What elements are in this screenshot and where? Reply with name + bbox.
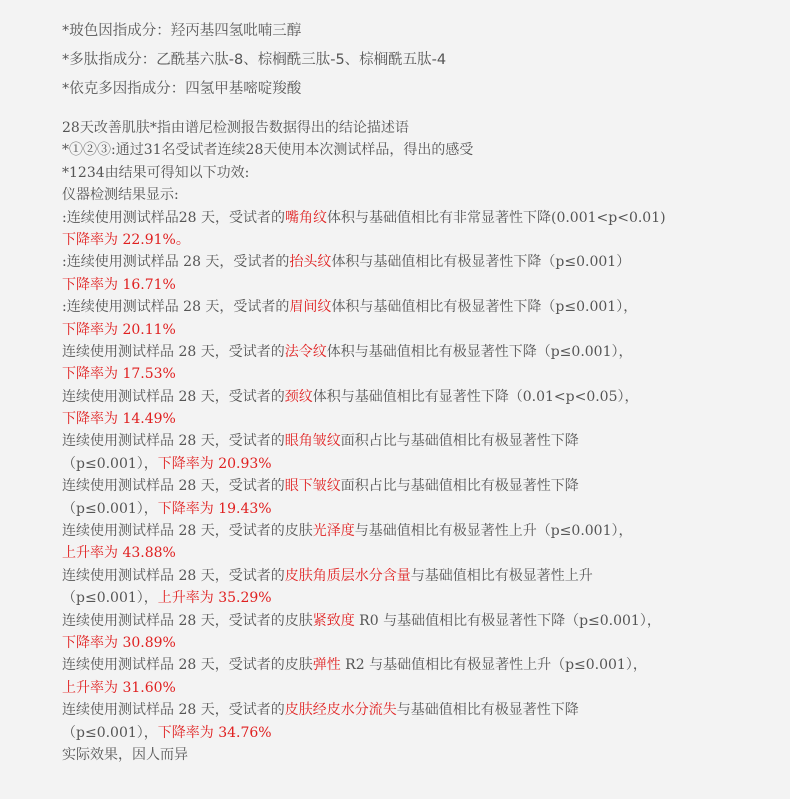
p-value-text: （p≤0.001）， xyxy=(62,500,158,517)
highlight-term: 抬头纹 xyxy=(289,254,332,271)
result-rate-line xyxy=(62,722,782,744)
intro-line: 28天改善肌肤*指由谱尼检测报告数据得出的结论描述语 xyxy=(62,120,409,136)
highlight-term: 弹性 xyxy=(312,657,341,674)
intro-line: *①②③:通过31名受试者连续28天使用本次测试样品，得出的感受 xyxy=(62,142,474,159)
result-text: 与基础值相比有极显著性上升（p≤0.001）， xyxy=(354,523,633,540)
highlight-term: 光泽度 xyxy=(312,523,355,540)
result-rate-line xyxy=(62,274,782,296)
result-line xyxy=(62,610,782,632)
result-line xyxy=(62,475,782,497)
ingredient-line: *依克多因指成分：四氢甲基嘧啶羧酸 xyxy=(62,81,302,97)
result-rate-line xyxy=(62,677,782,699)
result-line xyxy=(62,565,782,587)
result-rate-line xyxy=(62,363,782,385)
result-rate-line xyxy=(62,632,782,654)
result-text: 连续使用测试样品 28 天，受试者的 xyxy=(62,478,285,495)
result-text: 连续使用测试样品 28 天，受试者的 xyxy=(62,433,285,450)
result-text: 体积与基础值相比有极显著性下降（p≤0.001）， xyxy=(331,299,638,316)
result-rate-line xyxy=(62,408,782,430)
result-line xyxy=(62,341,782,363)
result-line xyxy=(62,430,782,452)
highlight-term: 眉间纹 xyxy=(289,299,332,316)
result-text: 连续使用测试样品 28 天，受试者的皮肤 xyxy=(62,612,313,629)
rate-value: 下降率为 30.89% xyxy=(62,634,176,651)
result-text: 体积与基础值相比有极显著性下降（p≤0.001） xyxy=(331,254,631,271)
result-text: 连续使用测试样品 28 天，受试者的皮肤 xyxy=(62,657,313,674)
result-line xyxy=(62,296,782,318)
rate-value: 下降率为 17.53% xyxy=(62,366,176,383)
highlight-term: 紧致度 xyxy=(312,612,355,629)
rate-value: 下降率为 34.76% xyxy=(157,724,272,741)
rate-value: 上升率为 35.29% xyxy=(157,590,272,607)
result-text: 面积占比与基础值相比有极显著性下降 xyxy=(340,478,579,495)
result-text: 连续使用测试样品 28 天，受试者的皮肤 xyxy=(62,523,313,540)
result-text: :连续使用测试样品28 天，受试者的 xyxy=(62,209,285,226)
result-text: R2 与基础值相比有极显著性上升（p≤0.001）， xyxy=(340,657,647,674)
result-text: R0 与基础值相比有极显著性下降（p≤0.001）， xyxy=(354,612,661,629)
result-rate-line xyxy=(62,229,782,251)
intro-line: 仪器检测结果显示: xyxy=(62,187,179,204)
result-text: 体积与基础值相比有非常显著性下降(0.001<p<0.01) xyxy=(326,209,666,226)
rate-value: 下降率为 20.11% xyxy=(62,321,176,338)
result-text: 连续使用测试样品 28 天，受试者的 xyxy=(62,567,285,584)
highlight-term: 颈纹 xyxy=(284,388,313,405)
highlight-term: 嘴角纹 xyxy=(284,209,327,226)
result-rate-line xyxy=(62,587,782,609)
result-rate-line xyxy=(62,453,782,475)
rate-value: 下降率为 19.43% xyxy=(157,500,272,517)
result-line xyxy=(62,386,782,408)
result-line xyxy=(62,251,782,273)
p-value-text: （p≤0.001）， xyxy=(62,455,158,472)
p-value-text: （p≤0.001）， xyxy=(62,590,158,607)
result-text: 面积占比与基础值相比有极显著性下降 xyxy=(340,433,579,450)
result-text: 体积与基础值相比有极显著性下降（p≤0.001）， xyxy=(326,343,633,360)
result-text: 与基础值相比有极显著性下降 xyxy=(396,702,579,719)
result-text: :连续使用测试样品 28 天，受试者的 xyxy=(62,299,290,316)
result-text: 连续使用测试样品 28 天，受试者的 xyxy=(62,343,285,360)
rate-value: 下降率为 22.91%。 xyxy=(62,231,190,248)
highlight-term: 眼下皱纹 xyxy=(284,478,341,495)
rate-value: 下降率为 16.71% xyxy=(62,276,176,293)
result-line xyxy=(62,654,782,676)
ingredient-list xyxy=(62,17,446,104)
ingredient-line: *玻色因指成分：羟丙基四氢吡喃三醇 xyxy=(62,23,302,39)
result-rate-line xyxy=(62,319,782,341)
rate-value: 上升率为 43.88% xyxy=(62,545,176,562)
rate-value: 上升率为 31.60% xyxy=(62,679,176,696)
test-report xyxy=(62,117,782,766)
p-value-text: （p≤0.001）， xyxy=(62,724,158,741)
result-text: 与基础值相比有极显著性上升 xyxy=(410,567,593,584)
result-text: 连续使用测试样品 28 天，受试者的 xyxy=(62,702,285,719)
rate-value: 下降率为 20.93% xyxy=(157,455,272,472)
highlight-term: 皮肤角质层水分含量 xyxy=(284,567,411,584)
result-text: 连续使用测试样品 28 天，受试者的 xyxy=(62,388,285,405)
result-text: 体积与基础值相比有显著性下降（0.01<p<0.05）， xyxy=(312,388,639,405)
result-text: :连续使用测试样品 28 天，受试者的 xyxy=(62,254,290,271)
highlight-term: 眼角皱纹 xyxy=(284,433,341,450)
ingredient-line: *多肽指成分：乙酰基六肽-8、棕榈酰三肽-5、棕榈酰五肽-4 xyxy=(62,52,447,68)
result-rate-line xyxy=(62,542,782,564)
result-line xyxy=(62,520,782,542)
intro-line: *1234由结果可得知以下功效: xyxy=(62,164,250,181)
highlight-term: 皮肤经皮水分流失 xyxy=(284,702,397,719)
rate-value: 下降率为 14.49% xyxy=(62,411,176,428)
result-line xyxy=(62,699,782,721)
result-rate-line xyxy=(62,498,782,520)
footer-note: 实际效果，因人而异 xyxy=(62,746,188,763)
result-line xyxy=(62,207,782,229)
highlight-term: 法令纹 xyxy=(284,343,327,360)
results-list xyxy=(62,207,782,744)
